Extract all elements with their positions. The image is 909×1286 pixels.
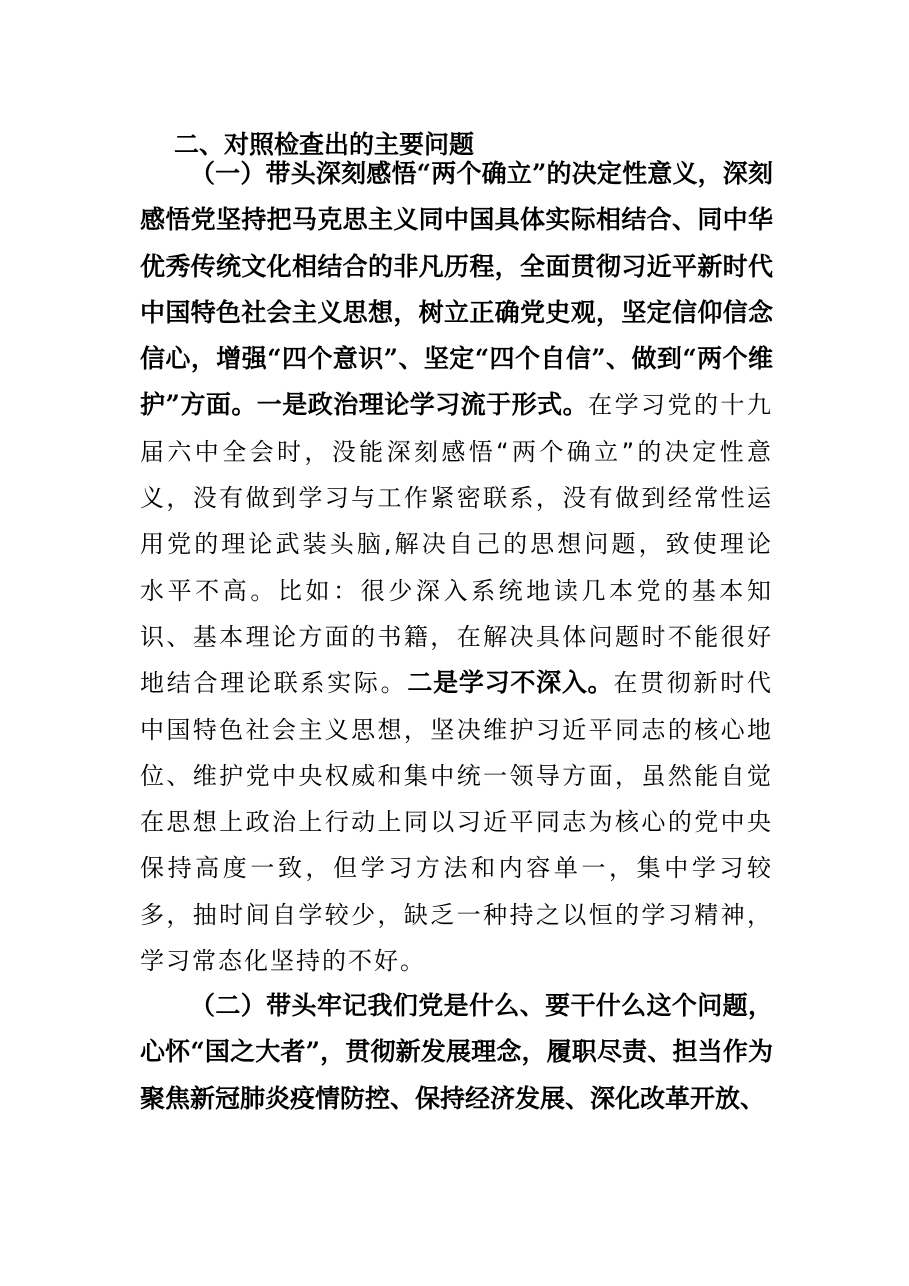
paragraph-1-text-1: 在学习党的十九届六中全会时，没能深刻感悟“两个确立”的决定性意义，没有做到学习与工作紧密联系，没有做到经常性运用党的理论武装头脑,解决自己的思想问题，致使理论水平不高。比如：很少深入系统地读几本党的基本知识、基本理论方面的书籍，在解决具体问题时不能很好地结合理论联系实际。 xyxy=(140,391,773,698)
paragraph-1 xyxy=(140,151,773,984)
paragraph-2 xyxy=(140,983,773,1122)
paragraph-2-bold-intro: （二）带头牢记我们党是什么、要干什么这个问题，心怀“国之大者”，贯彻新发展理念，履职尽责、担当作为聚焦新冠肺炎疫情防控、保持经济发展、深化改革开放、 xyxy=(140,991,773,1113)
paragraph-1-text-2: 在贯彻新时代中国特色社会主义思想，坚决维护习近平同志的核心地位、维护党中央权威和集中统一领导方面，虽然能自觉在思想上政治上行动上同以习近平同志为核心的党中央保持高度一致，但学习方法和内容单一，集中学习较多，抽时间自学较少，缺乏一种持之以恒的学习精神，学习常态化坚持的不好。 xyxy=(140,669,774,976)
paragraph-1-bold-point-2: 二是学习不深入。 xyxy=(407,668,614,698)
paragraph-1-bold-intro: （一）带头深刻感悟“两个确立”的决定性意义，深刻感悟党坚持把马克思主义同中国具体实际相结合、同中华优秀传统文化相结合的非凡历程，全面贯彻习近平新时代中国特色社会主义思想，树立正确党史观，坚定信仰信念信心，增强“四个意识”、坚定“四个自信”、做到“两个维护”方面。一是政治理论学习流于形式。 xyxy=(140,159,773,420)
section-heading: 二、对照检查出的主要问题 xyxy=(174,130,475,159)
